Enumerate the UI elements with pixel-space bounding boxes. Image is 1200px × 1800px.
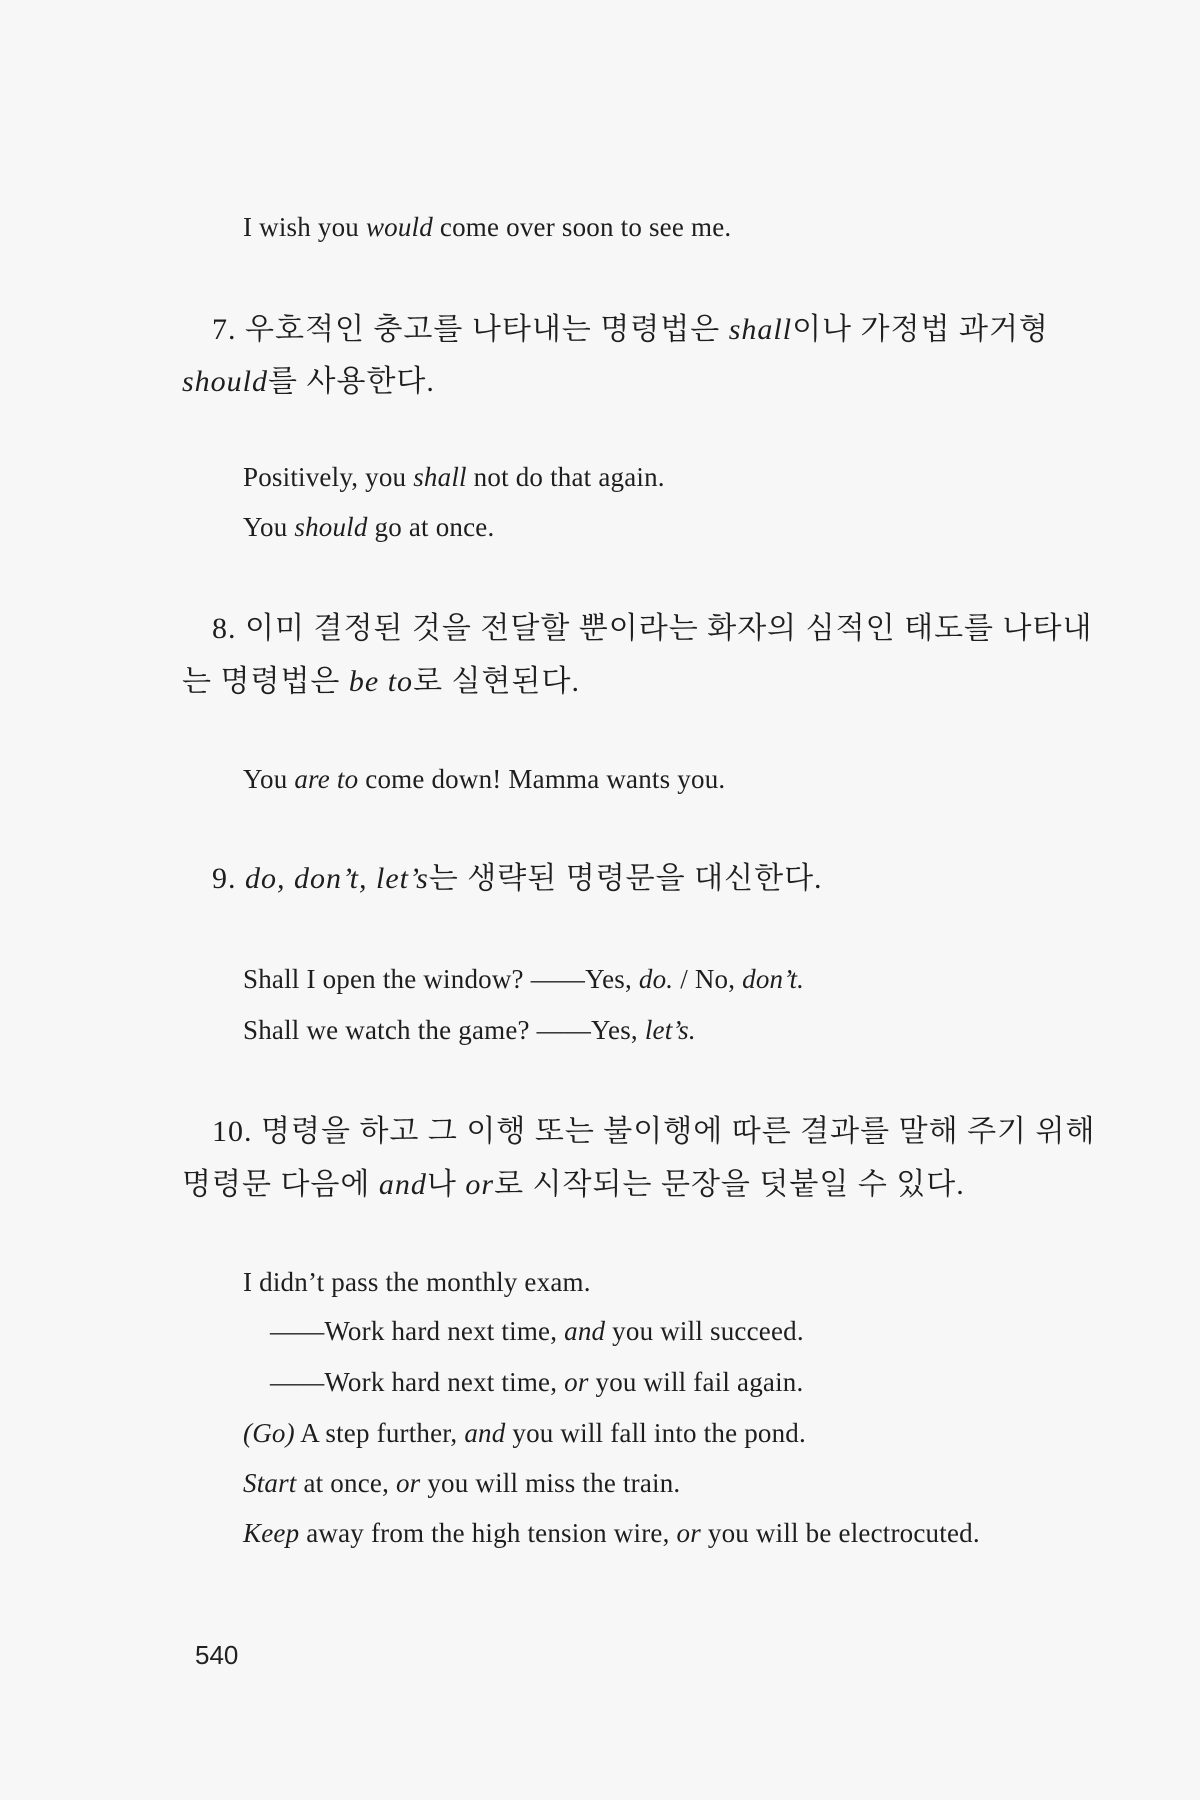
text: You xyxy=(243,512,295,542)
italic-text: or xyxy=(465,1168,495,1201)
section-10-example-3 xyxy=(270,1365,803,1399)
text: 는 생략된 명령문을 대신한다. xyxy=(428,862,823,895)
italic-text: Start xyxy=(243,1468,297,1498)
section-9-example-1 xyxy=(243,962,804,996)
text: 로 실현된다. xyxy=(413,665,580,698)
text: you will fall into the pond. xyxy=(505,1418,806,1448)
section-8-heading-line2 xyxy=(182,665,580,699)
text: 로 시작되는 문장을 덧붙일 수 있다. xyxy=(494,1168,965,1201)
text: 이미 결정된 것을 전달할 뿐이라는 화자의 심적인 태도를 나타내 xyxy=(236,612,1093,645)
italic-text: (Go) xyxy=(243,1418,295,1448)
italic-text: should xyxy=(294,512,368,542)
text: you will miss the train. xyxy=(420,1468,681,1498)
section-10-example-6 xyxy=(243,1516,980,1550)
text: you will be electrocuted. xyxy=(700,1518,980,1548)
section-number: 9. xyxy=(212,862,237,895)
page-number: 540 xyxy=(195,1640,239,1670)
text: You xyxy=(243,764,295,794)
italic-text: or xyxy=(564,1367,589,1397)
text: I wish you xyxy=(243,212,366,242)
italic-text: shall xyxy=(413,462,467,492)
section-number: 8. xyxy=(212,612,237,645)
example-wish xyxy=(243,210,731,244)
section-8-example-1 xyxy=(243,762,725,796)
text: at once, xyxy=(296,1468,396,1498)
section-7-heading-line1 xyxy=(212,313,1049,347)
section-8-heading-line1 xyxy=(212,612,1092,646)
italic-text: do. xyxy=(638,964,674,994)
text: away from the high tension wire, xyxy=(299,1518,677,1548)
text: 우호적인 충고를 나타내는 명령법은 xyxy=(236,313,729,346)
italic-text: shall xyxy=(728,313,793,346)
text: I didn’t pass the monthly exam. xyxy=(243,1267,591,1297)
text: Positively, you xyxy=(243,462,414,492)
italic-text: don’t. xyxy=(742,964,805,994)
italic-text: do, don’t, let’s xyxy=(245,862,429,895)
italic-text: and xyxy=(378,1168,427,1201)
section-7-example-2 xyxy=(243,510,494,544)
section-10-heading-line2 xyxy=(182,1168,965,1202)
text: Shall I open the window? ——Yes, xyxy=(243,964,639,994)
italic-text: be to xyxy=(348,665,414,698)
text: you will succeed. xyxy=(605,1316,804,1346)
text: you will fail again. xyxy=(588,1367,804,1397)
text: ——Work hard next time, xyxy=(270,1316,565,1346)
section-10-example-4 xyxy=(243,1416,806,1450)
text: Shall we watch the game? ——Yes, xyxy=(243,1015,645,1045)
text: 나 xyxy=(426,1168,466,1201)
section-9-heading xyxy=(212,862,823,896)
section-10-heading-line1 xyxy=(212,1115,1096,1149)
section-10-example-2 xyxy=(270,1314,804,1348)
text: 명령을 하고 그 이행 또는 불이행에 따른 결과를 말해 주기 위해 xyxy=(252,1115,1096,1148)
italic-text: would xyxy=(365,212,433,242)
italic-text: or xyxy=(395,1468,421,1498)
text: ——Work hard next time, xyxy=(270,1367,565,1397)
text: A step further, xyxy=(294,1418,465,1448)
italic-text: or xyxy=(676,1518,701,1548)
italic-text: and xyxy=(564,1316,606,1346)
section-10-example-1 xyxy=(243,1265,591,1299)
section-10-example-5 xyxy=(243,1466,680,1500)
section-9-example-2 xyxy=(243,1013,696,1047)
italic-text: let’s. xyxy=(644,1015,696,1045)
section-7-example-1 xyxy=(243,460,665,494)
text: 이나 가정법 과거형 xyxy=(792,313,1049,346)
italic-text: should xyxy=(182,365,269,398)
text: come down! Mamma wants you. xyxy=(358,764,726,794)
text: go at once. xyxy=(367,512,495,542)
text: 명령문 다음에 xyxy=(182,1168,379,1201)
text: 는 명령법은 xyxy=(182,665,349,698)
text: / No, xyxy=(673,964,743,994)
text: come over soon to see me. xyxy=(432,212,732,242)
italic-text: are to xyxy=(294,764,359,794)
text: 를 사용한다. xyxy=(268,365,435,398)
section-number: 7. xyxy=(212,313,237,346)
text: not do that again. xyxy=(466,462,665,492)
italic-text: and xyxy=(464,1418,506,1448)
italic-text: Keep xyxy=(243,1518,300,1548)
section-7-heading-line2 xyxy=(182,365,435,399)
section-number: 10. xyxy=(212,1115,253,1148)
